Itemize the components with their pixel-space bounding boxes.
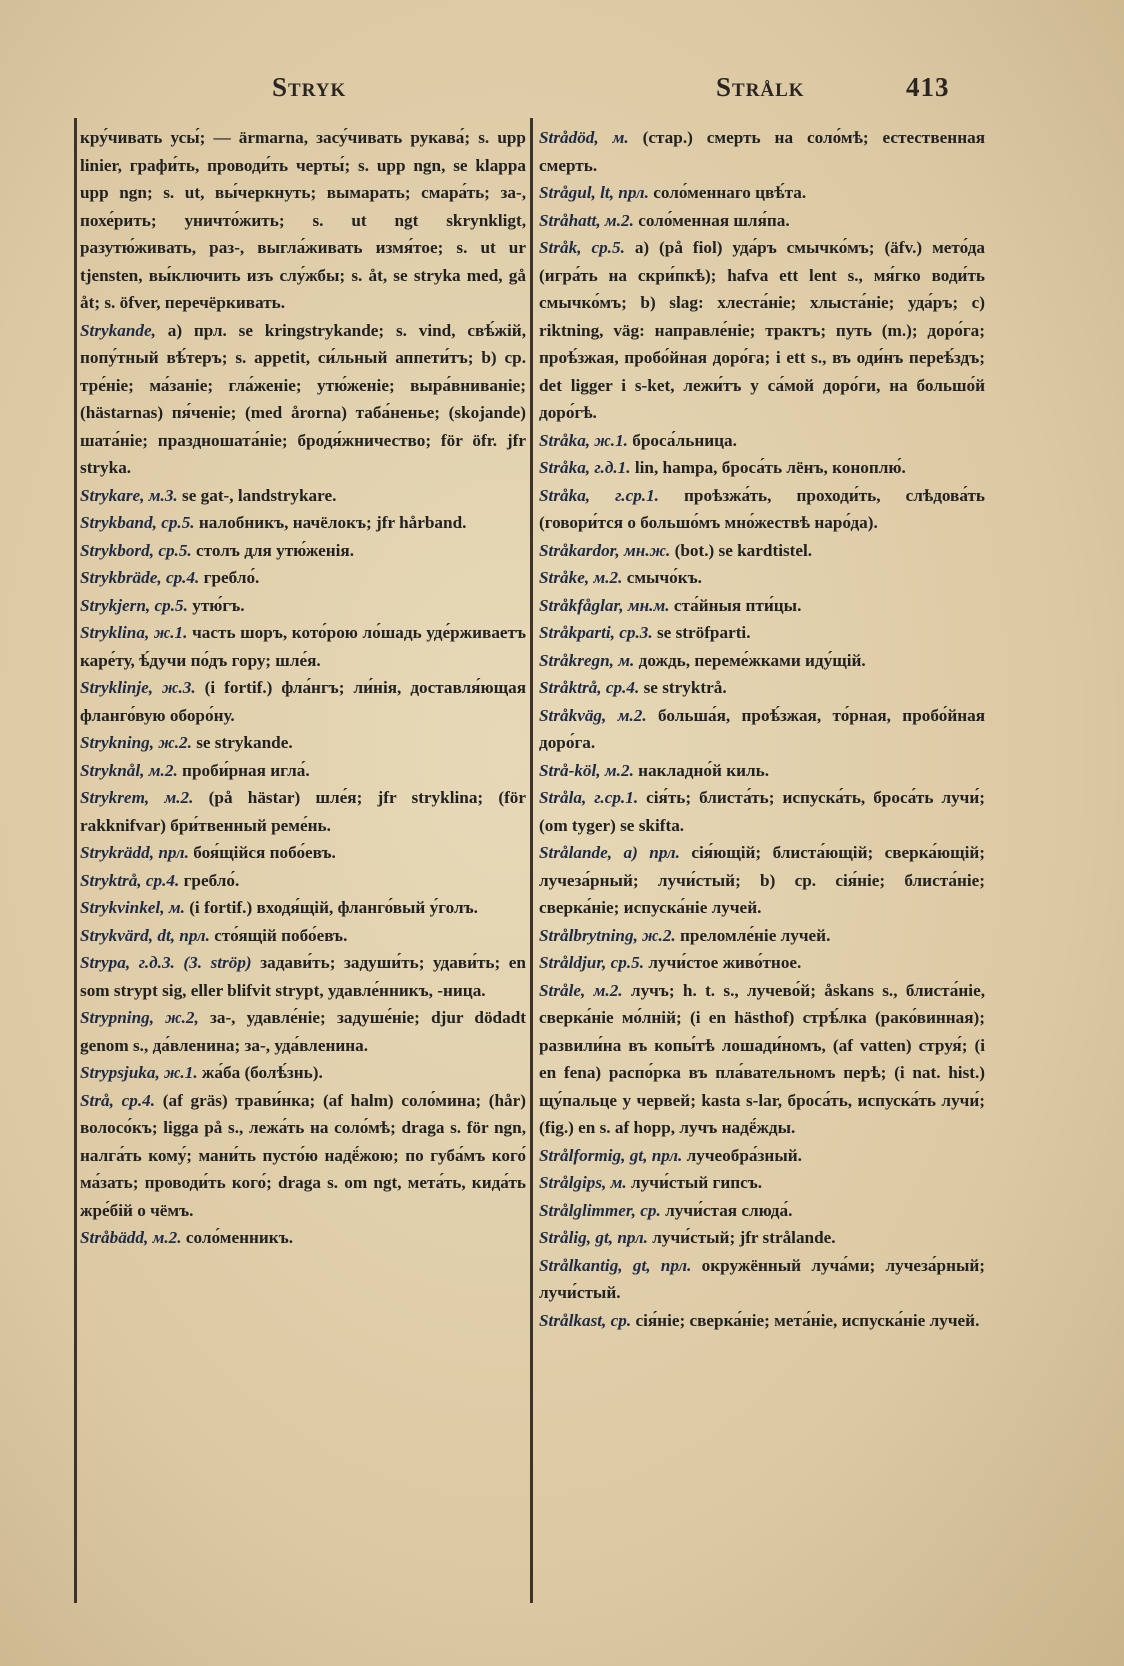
entry-grammar: мн.ж. — [624, 540, 671, 560]
entry-lemma: Strypa, — [80, 953, 131, 972]
entry-grammar: м. — [612, 128, 629, 147]
entry-grammar: lt, прл. — [600, 183, 649, 202]
entry-lemma: Stråkväg, — [539, 705, 607, 725]
entry-lemma: Strykande, — [80, 320, 156, 340]
entry-lemma: Stråbädd, — [80, 1228, 149, 1247]
entry-lemma: Strålig, — [539, 1228, 592, 1247]
dictionary-entry — [539, 619, 985, 647]
entry-lemma: Stråkparti, — [539, 623, 615, 642]
entry-grammar: gt, прл. — [629, 1145, 683, 1165]
entry-grammar: м.2. — [148, 760, 178, 780]
entry-lemma: Strålkantig, — [539, 1255, 623, 1275]
dictionary-entry — [539, 1224, 985, 1252]
entry-definition: лучи́стое живо́тное. — [648, 953, 802, 972]
dictionary-entry — [80, 729, 526, 757]
dictionary-entry — [539, 1142, 985, 1170]
entry-grammar: м.2. — [593, 568, 623, 587]
entry-definition: проѣзжа́ть, проходи́ть, слѣдова́ть (говори́тся о большо́мъ мно́жествѣ наро́да). — [539, 485, 986, 532]
entry-lemma: Stråhatt, — [539, 210, 601, 230]
dictionary-entry — [539, 757, 985, 785]
entry-grammar: ср.4. — [605, 678, 640, 697]
entry-definition: a) (på fiol) уда́ръ смычко́мъ; (äfv.) мето́да (игра́ть на скри́пкѣ); hafva ett lent s., мя́гко води́ть смычко́мъ; b) slag: хлеста́ніе; хлыста́ніе; уда́ръ; c) riktning, väg: направле́ніе; трактъ; путь (m.); доро́га; проѣ́зжая, пробо́йная доро́га; i ett s., въ оди́нъ переѣ́здъ; det ligger i s-ket, лежи́тъ у са́мой доро́ги, на большо́й доро́гѣ. — [539, 238, 986, 422]
dictionary-entry — [80, 124, 526, 317]
entry-lemma: Stråktrå, — [539, 678, 602, 697]
entry-grammar: ж.1. — [594, 430, 628, 450]
entry-definition: столъ для утю́женія. — [196, 540, 355, 560]
dictionary-entry — [539, 1197, 985, 1225]
entry-definition: гребло́. — [203, 568, 260, 587]
entry-lemma: Strypning, — [80, 1008, 155, 1027]
entry-definition: задави́ть; задуши́ть; удави́ть; en som strypt sig, eller blifvit strypt, удавле́нникъ, -ница. — [80, 953, 526, 1000]
entry-definition: утю́гъ. — [192, 595, 245, 615]
dictionary-entry — [539, 839, 985, 922]
entry-definition: (af gräs) трави́нка; (af halm) соло́мина; (hår) волосо́къ; ligga på s., лежа́ть на соло́мѣ; draga s. för ngn, налга́ть кому́; мани́ть пусто́ю надё́жою; по губа́мъ кого́ ма́зать; проводи́ть кого́; draga s. om ngt, мета́ть, кида́ть жре́бій о чёмъ. — [80, 1090, 527, 1220]
entry-lemma: Stråla, — [539, 788, 587, 807]
entry-lemma: Stryknål, — [80, 760, 145, 780]
entry-lemma: Strålbrytning, — [539, 925, 638, 945]
entry-grammar: gt, прл. — [632, 1255, 692, 1275]
entry-grammar: м.2. — [152, 1228, 182, 1247]
dictionary-entry — [80, 619, 526, 674]
entry-lemma: Strå, — [80, 1090, 114, 1110]
dictionary-entry — [80, 784, 526, 839]
entry-grammar: ж.1. — [164, 1063, 198, 1082]
entry-lemma: Stråka, — [539, 430, 591, 450]
entry-lemma: Stråk, — [539, 238, 582, 257]
dictionary-entry — [539, 564, 985, 592]
entry-definition: лучи́стый гипсъ. — [631, 1173, 763, 1192]
dictionary-entry — [539, 647, 985, 675]
entry-lemma: Strålkast, — [539, 1310, 607, 1330]
entry-lemma: Strykbord, — [80, 540, 155, 560]
entry-definition: проби́рная игла́. — [182, 760, 310, 780]
left-headword: Stryk — [272, 72, 347, 102]
entry-lemma: Strykning, — [80, 733, 155, 752]
dictionary-entry — [80, 1004, 526, 1059]
entry-definition: преломле́ніе лучей. — [680, 925, 831, 945]
entry-grammar: ж.1. — [153, 623, 188, 642]
entry-lemma: Strykbräde, — [80, 568, 162, 587]
entry-lemma: Strykrem, — [80, 788, 150, 807]
entry-lemma: Strådöd, — [539, 128, 599, 147]
entry-definition: (i fortif.) входя́щій, фланго́вый у́голъ. — [189, 898, 478, 917]
entry-grammar: г.ср.1. — [594, 788, 639, 807]
entry-grammar: ж.2. — [642, 925, 676, 945]
dictionary-entry — [539, 179, 985, 207]
entry-lemma: Strypsjuka, — [80, 1063, 160, 1082]
left-margin-rule — [74, 118, 77, 1603]
entry-definition: соло́меннаго цвѣ́та. — [653, 183, 807, 202]
entry-grammar: м. — [168, 898, 185, 917]
entry-definition: лучеобра́зный. — [686, 1145, 802, 1165]
entry-grammar: м.2. — [604, 760, 634, 780]
entry-definition: броса́льница. — [632, 430, 737, 450]
dictionary-entry — [80, 509, 526, 537]
dictionary-entry — [539, 922, 985, 950]
entry-definition: (стар.) смерть на соло́мѣ; естественная смерть. — [539, 128, 985, 175]
entry-definition: сія́ніе; сверка́ніе; мета́ніе, испуска́ніе лучей. — [635, 1310, 980, 1330]
entry-grammar: ж.2. — [158, 733, 192, 752]
entry-grammar: ср.3. — [619, 623, 653, 642]
entry-lemma: Strå-köl, — [539, 760, 601, 780]
entry-lemma: Strykvärd, — [80, 925, 154, 945]
entry-definition: окружённый луча́ми; лучеза́рный; лучи́стый. — [539, 1255, 986, 1302]
entry-definition: боя́щійся побо́евъ. — [193, 843, 336, 862]
entry-grammar: прл. — [158, 843, 189, 862]
right-column — [539, 124, 985, 1334]
entry-grammar: г.ср.1. — [615, 485, 659, 505]
entry-grammar: ср.5. — [591, 238, 625, 257]
entry-grammar: м.3. — [148, 485, 178, 505]
dictionary-entry — [539, 674, 985, 702]
dictionary-entry — [80, 1059, 526, 1087]
entry-lemma: Stråkardor, — [539, 540, 620, 560]
entry-grammar: мн.м. — [627, 595, 670, 615]
entry-grammar: gt, прл. — [595, 1228, 648, 1247]
entry-definition: se gat-, landstrykare. — [182, 485, 337, 505]
entry-grammar: м.2. — [164, 788, 194, 807]
entry-definition: se ströfparti. — [656, 623, 751, 642]
entry-definition: жа́ба (болѣ́знь). — [201, 1063, 323, 1082]
entry-definition: налобникъ, начёлокъ; jfr hårband. — [198, 513, 467, 532]
entry-lemma: Stryklina, — [80, 623, 150, 642]
dictionary-entry — [539, 234, 985, 427]
entry-lemma: Stråka, — [539, 485, 591, 505]
entry-lemma: Strålgips, — [539, 1173, 607, 1192]
entry-grammar: ср.4. — [121, 1090, 156, 1110]
dictionary-entry — [80, 757, 526, 785]
dictionary-entry — [80, 537, 526, 565]
entry-lemma: Stråka, — [539, 458, 591, 477]
entry-definition: смычо́къ. — [626, 568, 702, 587]
entry-grammar: ср.4. — [165, 568, 200, 587]
entry-grammar: dt, прл. — [157, 925, 210, 945]
entry-grammar: ср.5. — [161, 513, 195, 532]
entry-lemma: Strykrädd, — [80, 843, 155, 862]
entry-grammar: ср.5. — [610, 953, 645, 972]
entry-definition: лучъ; h. t. s., лучево́й; åskans s., блиста́ніе, сверка́ніе мо́лній; (i en hästhof) стрѣ́лка (рако́винная); развили́на въ копы́тѣ лошади́номъ, (af vatten) струя́; (i en fena) распо́рка въ пла́вательномъ перѣ; (i nat. hist.) щу́пальце у червей; kasta s-lar, броса́ть, испуска́ть лучи́; (fig.) en s. af hopp, лучъ надё́жды. — [539, 980, 986, 1137]
dictionary-entry — [539, 592, 985, 620]
entry-grammar: г.д.3. (3. ströp) — [138, 953, 252, 972]
entry-definition: сія́ть; блиста́ть; испуска́ть, броса́ть лучи́; (om tyger) se skifta. — [539, 788, 986, 835]
entry-definition: (på hästar) шле́я; jfr stryklina; (för rakknifvar) бри́твенный реме́нь. — [80, 788, 527, 835]
entry-grammar: ср.5. — [158, 540, 192, 560]
entry-definition: se stryktrå. — [643, 678, 727, 697]
entry-lemma: Stråkfåglar, — [539, 595, 624, 615]
entry-definition: a) прл. se kringstrykande; s. vind, свѣ́жій, попу́тный вѣ́теръ; s. appetit, си́льный аппети́тъ; b) ср. тре́ніе; ма́заніе; гла́женіе; утю́женіе; выра́вниваніе; (hästarnas) пя́ченіе; (med årorna) таба́ненье; (skojande) шата́ніе; праздношата́ніе; бродя́жничество; för öfr. jfr stryka. — [80, 320, 526, 477]
entry-lemma: Stråldjur, — [539, 953, 607, 972]
dictionary-entry — [80, 949, 526, 1004]
entry-definition: se strykande. — [196, 733, 293, 752]
entry-lemma: Stryktrå, — [80, 870, 142, 890]
entry-lemma: Strykjern, — [80, 595, 151, 615]
dictionary-entry — [80, 839, 526, 867]
dictionary-entry — [80, 564, 526, 592]
entry-grammar: м. — [618, 650, 635, 670]
entry-lemma: Strykare, — [80, 485, 145, 505]
dictionary-entry — [539, 1252, 985, 1307]
dictionary-entry — [80, 867, 526, 895]
right-headword: Strålk — [716, 72, 805, 102]
entry-lemma: Strålande, — [539, 843, 613, 862]
entry-definition: кру́чивать усы́; — ärmarna, засу́чивать рукава́; s. upp linier, графи́ть, проводи́ть черты́; s. upp ngn, se klappa upp ngn; s. ut, вы́черкнуть; вымарать; смара́ть; за-, похе́рить; уничто́жить; s. ut ngt skrynkligt, разутю́живать, раз-, выгла́живать измя́тое; s. ut ur tjensten, вы́ключить изъ слу́жбы; s. åt, se stryka med, gå åt; s. öfver, перечёркивать. — [80, 128, 526, 312]
dictionary-entry — [539, 1307, 985, 1335]
entry-definition: накладно́й киль. — [638, 760, 770, 780]
entry-grammar: ср. — [640, 1200, 661, 1220]
entry-definition: ста́йныя пти́цы. — [673, 595, 802, 615]
dictionary-entry — [539, 207, 985, 235]
column-divider — [530, 118, 533, 1603]
entry-lemma: Strykband, — [80, 513, 157, 532]
dictionary-entry — [80, 317, 526, 482]
entry-lemma: Strågul, — [539, 183, 596, 202]
entry-lemma: Strålglimmer, — [539, 1200, 636, 1220]
entry-grammar: ср.4. — [145, 870, 180, 890]
entry-definition: сто́ящій побо́евъ. — [214, 925, 348, 945]
entry-definition: больша́я, проѣ́зжая, то́рная, пробо́йная доро́га. — [539, 705, 986, 752]
running-header — [0, 72, 1124, 106]
dictionary-entry — [539, 454, 985, 482]
dictionary-entry — [539, 949, 985, 977]
dictionary-entry — [80, 482, 526, 510]
entry-definition: соло́менникъ. — [185, 1228, 294, 1247]
dictionary-entry — [539, 124, 985, 179]
entry-definition: лучи́стый; jfr strålande. — [652, 1228, 836, 1247]
entry-lemma: Stråkregn, — [539, 650, 614, 670]
entry-definition: lin, hampa, броса́ть лёнъ, коноплю́. — [634, 458, 906, 477]
page-number: 413 — [906, 72, 950, 102]
entry-grammar: м.2. — [604, 210, 634, 230]
dictionary-entry — [80, 894, 526, 922]
entry-lemma: Stråke, — [539, 568, 590, 587]
dictionary-entry — [539, 427, 985, 455]
entry-grammar: м.2. — [593, 980, 623, 1000]
entry-definition: сія́ющій; блиста́ющій; сверка́ющій; лучеза́рный; лучи́стый; b) ср. сія́ніе; блиста́ніе; сверка́ніе; испуска́ніе лучей. — [539, 843, 986, 917]
dictionary-entry — [539, 482, 985, 537]
dictionary-entry — [80, 592, 526, 620]
entry-grammar: ж.2, — [165, 1008, 199, 1027]
entry-definition: (i fortif.) фла́нгъ; ли́нія, доставля́ющая фланго́вую оборо́ну. — [80, 678, 527, 725]
entry-grammar: ср.5. — [154, 595, 188, 615]
entry-grammar: ж.3. — [162, 678, 196, 697]
entry-definition: за-, удавле́ніе; задуше́ніе; djur dödadt genom s., да́вленина; за-, уда́вленина. — [80, 1008, 526, 1055]
entry-lemma: Strykvinkel, — [80, 898, 165, 917]
dictionary-entry — [80, 922, 526, 950]
entry-definition: гребло́. — [183, 870, 240, 890]
entry-grammar: ср. — [610, 1310, 632, 1330]
dictionary-entry — [539, 1169, 985, 1197]
dictionary-entry — [539, 537, 985, 565]
entry-lemma: Stryklinje, — [80, 678, 154, 697]
entry-grammar: м. — [610, 1173, 627, 1192]
entry-definition: лучи́стая слюда́. — [665, 1200, 793, 1220]
entry-definition: (bot.) se kardtistel. — [674, 540, 813, 560]
entry-definition: соло́менная шля́па. — [638, 210, 790, 230]
entry-definition: дождь, переме́жками иду́щій. — [638, 650, 866, 670]
dictionary-entry — [80, 1087, 526, 1225]
dictionary-entry — [539, 702, 985, 757]
entry-grammar: м.2. — [617, 705, 647, 725]
left-column — [80, 124, 526, 1252]
dictionary-entry — [539, 977, 985, 1142]
entry-grammar: г.д.1. — [594, 458, 631, 477]
entry-definition: часть шоръ, кото́рою ло́шадь уде́рживаетъ каре́ту, ѣ́дучи по́дъ гору; шле́я. — [80, 623, 527, 670]
dictionary-entry — [539, 784, 985, 839]
dictionary-entry — [80, 674, 526, 729]
entry-lemma: Strålformig, — [539, 1145, 626, 1165]
dictionary-entry — [80, 1224, 526, 1252]
entry-lemma: Stråle, — [539, 980, 586, 1000]
entry-grammar: a) прл. — [623, 843, 680, 862]
